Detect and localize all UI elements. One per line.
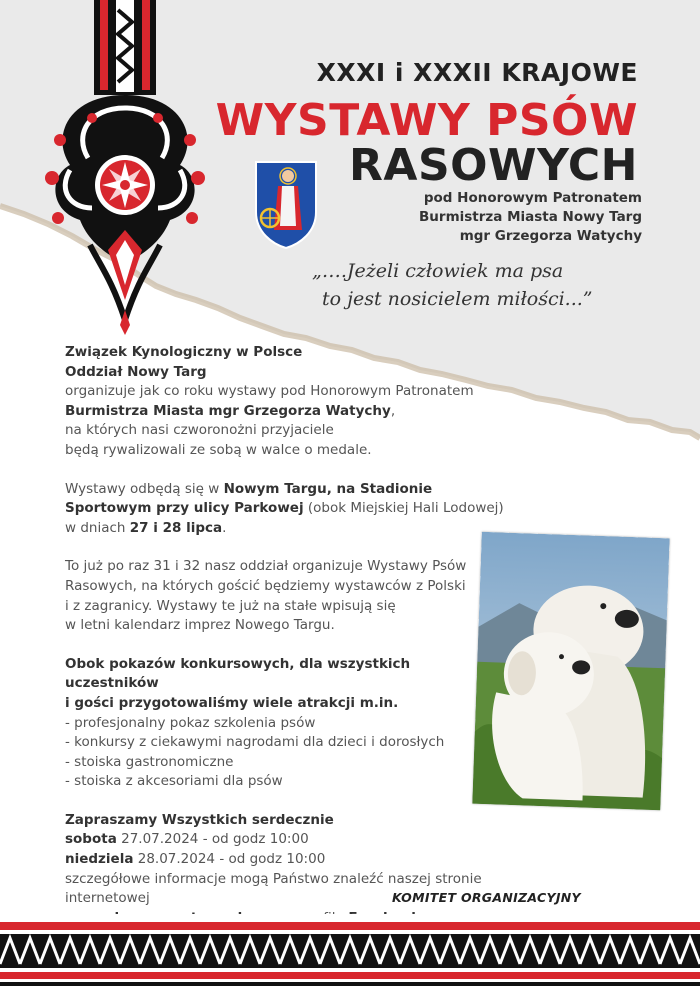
attractions-title: Obok pokazów konkursowych, dla wszystkich uczestników [65,655,411,692]
folk-pattern-band [0,914,700,991]
schedule-sunday: niedziela 28.07.2024 - od godz 10:00 [65,851,326,868]
intro-line: na których nasi czworonożni przyjaciele [65,422,334,439]
headline-main: WYSTAWY PSÓW [215,95,638,146]
attraction-item: - stoiska z akcesoriami dla psów [65,773,283,790]
location-line: Sportowym przy ulicy Parkowej (obok Miejskiej Hali Lodowej) [65,500,504,517]
org-branch: Oddział Nowy Targ [65,363,207,380]
history-line: i z zagranicy. Wystawy te już na stałe wpisują się [65,597,396,614]
attraction-item: - konkursy z ciekawymi nagrodami dla dzieci i dorosłych [65,734,445,751]
intro-line: organizuje jak co roku wystawy pod Honorowym Patronatem [65,383,474,400]
headline-sub: RASOWYCH [349,140,638,191]
location-line: Wystawy odbędą się w Nowym Targu, na Stadionie [65,480,433,497]
history-line: Rasowych, na których gościć będziemy wystawców z Polski [65,577,466,594]
intro-line: będą rywalizowali ze sobą w walce o medale. [65,441,372,458]
date-line: w dniach 27 i 28 lipca. [65,519,227,536]
attraction-item: - stoiska gastronomiczne [65,753,234,770]
highlander-ornament-icon [30,0,220,335]
attractions-title: i gości przygotowaliśmy wiele atrakcji m.in. [65,694,399,711]
org-name: Związek Kynologiczny w Polsce [65,344,303,360]
intro-line: Burmistrza Miasta mgr Grzegorza Watychy, [65,402,396,419]
quote-line: to jest nosicielem miłości...” [322,288,593,310]
patronage-line: mgr Grzegorza Watychy [459,228,642,244]
schedule-saturday: sobota 27.07.2024 - od godz 10:00 [65,831,309,848]
quote-line: „….Jeżeli człowiek ma psa [312,260,564,282]
mayor-name: Burmistrza Miasta mgr Grzegorza Watychy [65,402,391,419]
headline-edition: XXXI i XXXII KRAJOWE [316,58,638,87]
patronage-line: pod Honorowym Patronatem [423,190,642,206]
dogs-photo [472,532,669,810]
details-line: szczegółowe informacje mogą Państwo znaleźć naszej stronie internetowej [65,870,482,907]
attraction-item: - profesjonalny pokaz szkolenia psów [65,714,316,731]
announcement-body [65,343,505,928]
history-line: To już po raz 31 i 32 nasz oddział organizuje Wystawy Psów [65,558,467,575]
history-line: w letni kalendarz imprez Nowego Targu. [65,617,335,634]
patronage-line: Burmistrza Miasta Nowy Targ [419,209,642,225]
coat-of-arms-icon [254,160,318,250]
invitation: Zapraszamy Wszystkich serdecznie [65,811,334,828]
organizing-committee: KOMITET ORGANIZACYJNY [392,890,581,905]
